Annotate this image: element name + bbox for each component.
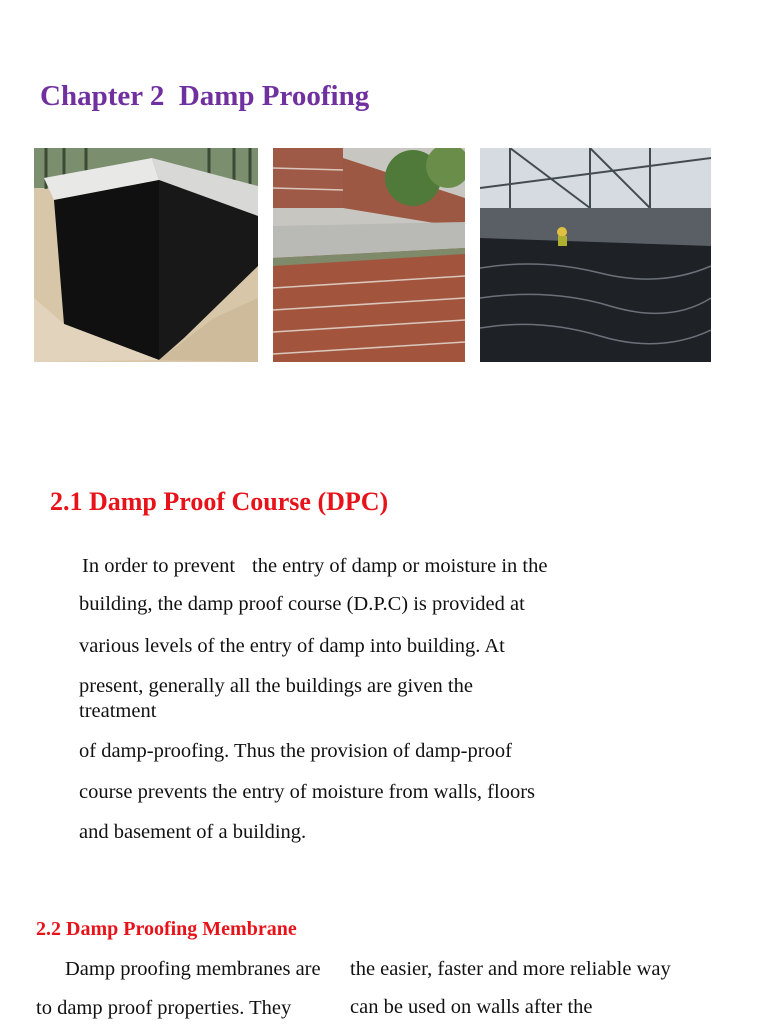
brick-wall-dpc-photo	[273, 148, 465, 362]
chapter-title: Chapter 2 Damp Proofing	[40, 80, 370, 112]
paragraph-line: the easier, faster and more reliable way	[350, 958, 671, 980]
paragraph-line: treatment	[79, 700, 157, 722]
paragraph-line: of damp-proofing. Thus the provision of damp-proof	[79, 740, 512, 762]
paragraph-line: building, the damp proof course (D.P.C) is provided at	[79, 593, 525, 615]
section-heading-membrane: 2.2 Damp Proofing Membrane	[36, 918, 297, 940]
paragraph-line: to damp proof properties. They	[36, 997, 292, 1019]
section-heading-dpc: 2.1 Damp Proof Course (DPC)	[50, 487, 389, 516]
paragraph-line: various levels of the entry of damp into building. At	[79, 635, 505, 657]
paragraph-line: course prevents the entry of moisture from walls, floors	[79, 781, 536, 803]
paragraph-line: In order to prevent	[82, 555, 236, 577]
paragraph-line: present, generally all the buildings are given the	[79, 675, 473, 697]
paragraph-line: can be used on walls after the	[350, 996, 593, 1018]
paragraph-line: the entry of damp or moisture in the	[252, 555, 548, 577]
paragraph-line: Damp proofing membranes are	[65, 958, 321, 980]
paragraph-line: and basement of a building.	[79, 821, 307, 843]
floor-membrane-photo	[480, 148, 711, 362]
foundation-waterproofing-photo	[34, 148, 258, 362]
